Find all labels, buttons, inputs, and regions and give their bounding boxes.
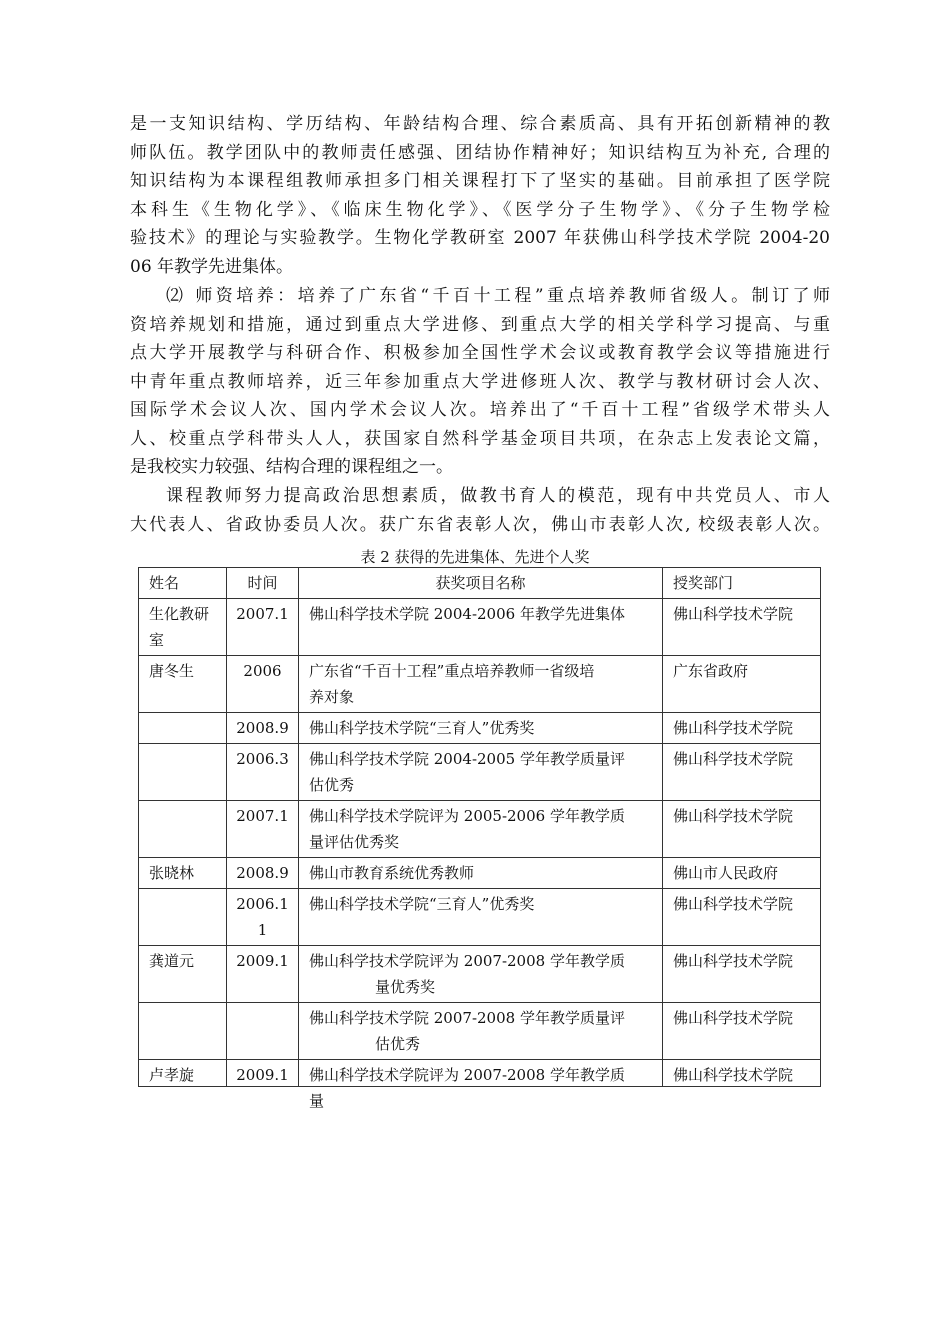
- cell-department: [663, 801, 821, 858]
- cell-department: [663, 946, 821, 1003]
- table-row: [139, 713, 821, 744]
- table-row: [139, 656, 821, 713]
- cell-time-line: 2008.9: [236, 864, 289, 882]
- text-line: 师队伍。教学团队中的教师责任感强、团结协作精神好；知识结构互为补充, 合理的: [130, 142, 830, 163]
- cell-award-item-line: 佛山科学技术学院“三育人”优秀奖: [309, 895, 535, 913]
- cell-award-item: [299, 1060, 663, 1110]
- paragraph-teacher-training: [130, 282, 830, 482]
- clipped-cell: [673, 1062, 810, 1084]
- cell-award-item-line: 佛山科学技术学院 2007-2008 学年教学质量评: [309, 1009, 625, 1027]
- cell-time: [227, 744, 299, 801]
- cell-award-item-line: 量评估优秀奖: [309, 833, 400, 851]
- text-line: 国际学术会议人次、国内学术会议人次。培养出了“千百十工程”省级学术带头人: [130, 400, 830, 420]
- cell-award-item: [299, 1003, 663, 1060]
- cell-time-line: 2006.3: [236, 750, 289, 768]
- table-row: [139, 801, 821, 858]
- cell-award-item-line: 估优秀: [309, 776, 355, 794]
- cell-award-item-line: 佛山科学技术学院评为 2007-2008 学年教学质: [309, 1066, 625, 1084]
- cell-time-line: 2008.9: [236, 719, 289, 737]
- text-line: 人、校重点学科带头人人，获国家自然科学基金项目共项，在杂志上发表论文篇，: [130, 428, 830, 449]
- cell-name: [139, 889, 227, 946]
- text-line: ⑵ 师资培养：培养了广东省“千百十工程”重点培养教师省级人。制订了师: [166, 286, 830, 306]
- cell-name: [139, 801, 227, 858]
- header-department: 授奖部门: [663, 568, 821, 599]
- header-time: 时间: [227, 568, 299, 599]
- cell-department: [663, 1003, 821, 1060]
- cell-name-line: 生化教研: [149, 605, 210, 623]
- paragraph-political-quality: [130, 482, 830, 539]
- cell-award-item-line: 量优秀奖: [375, 978, 436, 996]
- table-row: [139, 599, 821, 656]
- cell-time: [227, 656, 299, 713]
- cell-award-item-line: 佛山科学技术学院 2004-2005 学年教学质量评: [309, 750, 625, 768]
- text-line: 06 年教学先进集体。: [130, 256, 294, 277]
- cell-award-item: [299, 744, 663, 801]
- cell-award-item-line: 养对象: [309, 688, 355, 706]
- clipped-cell: [229, 1062, 296, 1084]
- text-line: 中青年重点教师培养，近三年参加重点大学进修班人次、教学与教材研讨会人次、: [130, 371, 830, 392]
- cell-time-line: 2007.1: [236, 807, 289, 825]
- cell-time-line: 2006: [243, 662, 282, 680]
- text-line: 资培养规划和措施，通过到重点大学进修、到重点大学的相关学科学习提高、与重: [130, 314, 830, 335]
- cell-award-item-line: 量: [309, 1092, 325, 1110]
- cell-time-line: 2009.1: [236, 1066, 289, 1084]
- cell-name: [139, 946, 227, 1003]
- cell-department: [663, 889, 821, 946]
- cell-name: [139, 599, 227, 656]
- cell-award-item: [299, 713, 663, 744]
- cell-department: [663, 1060, 821, 1087]
- header-name: 姓名: [139, 568, 227, 599]
- table-row: [139, 1003, 821, 1060]
- cell-award-item: [299, 801, 663, 858]
- cell-award-item: [299, 946, 663, 1003]
- cell-department-text: 佛山市人民政府: [673, 864, 779, 882]
- cell-department-text: 佛山科学技术学院: [673, 895, 794, 913]
- cell-department-text: 佛山科学技术学院: [673, 719, 794, 737]
- cell-time: [227, 1003, 299, 1060]
- cell-award-item-line: 佛山科学技术学院“三育人”优秀奖: [309, 719, 535, 737]
- cell-time: [227, 858, 299, 889]
- table-header-row: [139, 568, 821, 599]
- cell-award-item: [299, 858, 663, 889]
- text-line: 本科生《生物化学》、《临床生物化学》、《医学分子生物学》、《分子生物学检: [130, 199, 830, 220]
- cell-department: [663, 656, 821, 713]
- cell-award-item-line: 佛山科学技术学院 2004-2006 年教学先进集体: [309, 605, 625, 623]
- cell-award-item: [299, 599, 663, 656]
- cell-time: [227, 1060, 299, 1087]
- table-row: [139, 744, 821, 801]
- cell-time: [227, 946, 299, 1003]
- cell-department: [663, 744, 821, 801]
- cell-time-line: 1: [257, 921, 268, 939]
- cell-name: [139, 858, 227, 889]
- cell-department-text: 佛山科学技术学院: [673, 750, 794, 768]
- table-row: [139, 858, 821, 889]
- cell-award-item-line: 估优秀: [375, 1035, 421, 1053]
- table-row: [139, 889, 821, 946]
- cell-department: [663, 599, 821, 656]
- cell-name-line: 唐冬生: [149, 662, 195, 680]
- cell-award-item: [299, 656, 663, 713]
- header-award-item: 获奖项目名称: [299, 568, 663, 599]
- cell-department-text: 佛山科学技术学院: [673, 952, 794, 970]
- clipped-cell: [309, 1062, 652, 1110]
- text-line: 点大学开展教学与科研合作、积极参加全国性学术会议或教育教学会议等措施进行: [130, 343, 830, 363]
- text-line: 是一支知识结构、学历结构、年龄结构合理、综合素质高、具有开拓创新精神的教: [130, 114, 830, 134]
- table-row: [139, 946, 821, 1003]
- text-line: 是我校实力较强、结构合理的课程组之一。: [130, 457, 453, 477]
- cell-time: [227, 599, 299, 656]
- cell-award-item-line: 佛山市教育系统优秀教师: [309, 864, 475, 882]
- cell-time-line: 2009.1: [236, 952, 289, 970]
- cell-award-item-line: 佛山科学技术学院评为 2005-2006 学年教学质: [309, 807, 625, 825]
- text-line: 验技术》的理论与实验教学。生物化学教研室 2007 年获佛山科学技术学院 2004-20: [130, 228, 830, 248]
- cell-department: [663, 713, 821, 744]
- cell-name: [139, 1003, 227, 1060]
- cell-award-item-line: 广东省“千百十工程”重点培养教师一省级培: [309, 662, 595, 680]
- text-line: 知识结构为本课程组教师承担多门相关课程打下了坚实的基础。目前承担了医学院: [130, 171, 830, 191]
- cell-time-line: 2006.1: [236, 895, 289, 913]
- clipped-cell: [149, 1062, 216, 1084]
- cell-name: [139, 744, 227, 801]
- text-line: 大代表人、省政协委员人次。获广东省表彰人次，佛山市表彰人次, 校级表彰人次。: [130, 514, 830, 535]
- cell-time: [227, 889, 299, 946]
- cell-name-line: 室: [149, 631, 165, 649]
- cell-department-text: 广东省政府: [673, 662, 749, 680]
- table-caption: 表 2 获得的先进集体、先进个人奖: [360, 548, 590, 566]
- paragraph-team-structure: [130, 110, 830, 281]
- text-line: 课程教师努力提高政治思想素质，做教书育人的模范，现有中共党员人、市人: [166, 486, 830, 506]
- cell-name: [139, 656, 227, 713]
- awards-table-body: [139, 599, 821, 1110]
- cell-time: [227, 713, 299, 744]
- cell-name: [139, 1060, 227, 1087]
- cell-award-item: [299, 889, 663, 946]
- cell-award-item-line: 佛山科学技术学院评为 2007-2008 学年教学质: [309, 952, 625, 970]
- awards-table: [138, 567, 821, 1110]
- cell-department-text: 佛山科学技术学院: [673, 1066, 794, 1084]
- cell-time-line: 2007.1: [236, 605, 289, 623]
- cell-time: [227, 801, 299, 858]
- cell-name-line: 卢孝旋: [149, 1066, 195, 1084]
- cell-name-line: 张晓林: [149, 864, 195, 882]
- table-row: [139, 1060, 821, 1087]
- cell-department: [663, 858, 821, 889]
- cell-name: [139, 713, 227, 744]
- cell-department-text: 佛山科学技术学院: [673, 1009, 794, 1027]
- cell-department-text: 佛山科学技术学院: [673, 605, 794, 623]
- cell-name-line: 龚道元: [149, 952, 195, 970]
- cell-department-text: 佛山科学技术学院: [673, 807, 794, 825]
